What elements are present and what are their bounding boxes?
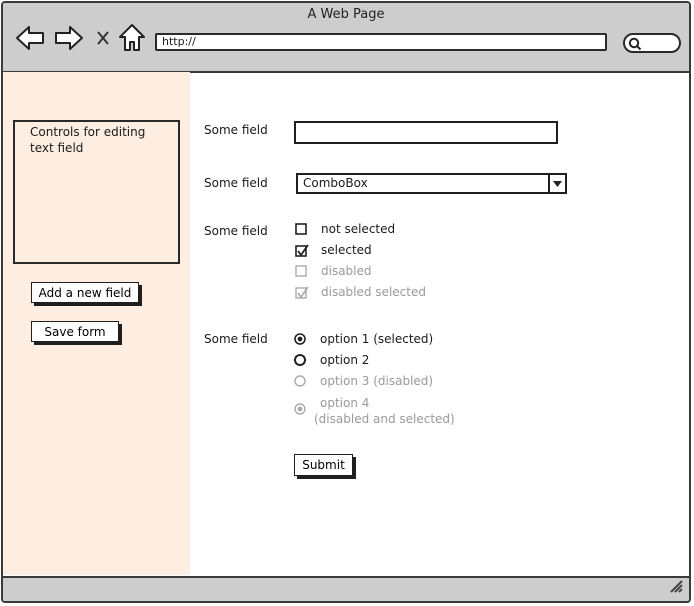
controls-panel-text: Controls for editing text field <box>30 125 146 155</box>
radio-sublabel: (disabled and selected) <box>314 412 455 426</box>
url-bar[interactable] <box>155 33 607 51</box>
radio-option-2[interactable] <box>294 353 369 367</box>
combo-field-label: Some field <box>204 176 268 190</box>
text-field-label: Some field <box>204 123 268 137</box>
checkbox-label: disabled selected <box>321 285 426 299</box>
checkbox-unchecked-icon <box>295 223 307 235</box>
checkbox-field-label: Some field <box>204 224 268 238</box>
home-icon[interactable] <box>118 23 146 57</box>
checkbox-selected[interactable] <box>295 243 372 257</box>
radio-label: option 1 (selected) <box>320 332 434 346</box>
browser-search-box[interactable] <box>623 33 681 53</box>
forward-arrow-icon[interactable] <box>54 25 84 55</box>
radio-selected-icon <box>294 403 306 415</box>
checkbox-label: disabled <box>321 264 372 278</box>
search-icon <box>628 37 642 51</box>
save-form-button[interactable]: Save form <box>31 321 119 342</box>
close-icon[interactable] <box>96 30 110 50</box>
resize-grip-icon[interactable] <box>667 577 685 599</box>
submit-button[interactable]: Submit <box>294 454 353 476</box>
combo-box[interactable] <box>296 173 567 194</box>
checkbox-unchecked-icon <box>295 265 307 277</box>
radio-unselected-icon <box>294 354 306 366</box>
checkbox-label: selected <box>321 243 372 257</box>
checkbox-disabled-selected <box>295 285 426 299</box>
checkbox-checked-icon <box>295 244 307 256</box>
radio-label: option 3 (disabled) <box>320 374 434 388</box>
status-bar <box>3 576 689 601</box>
combo-box-value: ComboBox <box>303 176 368 190</box>
checkbox-checked-icon <box>295 286 307 298</box>
radio-option-4 <box>294 395 455 427</box>
radio-label: option 4 <box>320 396 370 410</box>
radio-selected-icon <box>294 333 306 345</box>
sidebar <box>3 72 190 575</box>
browser-chrome <box>3 3 689 73</box>
chevron-down-icon[interactable] <box>548 175 565 192</box>
radio-option-3 <box>294 374 433 388</box>
radio-label: option 2 <box>320 353 370 367</box>
text-field-input[interactable] <box>294 121 558 144</box>
controls-panel <box>13 120 180 264</box>
browser-window <box>1 1 691 603</box>
url-text: http:// <box>162 35 196 48</box>
checkbox-label: not selected <box>321 222 396 236</box>
radio-unselected-icon <box>294 375 306 387</box>
checkbox-disabled <box>295 264 372 278</box>
back-arrow-icon[interactable] <box>15 25 45 55</box>
add-field-button[interactable]: Add a new field <box>31 282 139 303</box>
checkbox-not-selected[interactable] <box>295 222 395 236</box>
radio-option-1[interactable] <box>294 332 433 346</box>
window-title: A Web Page <box>307 7 385 22</box>
radio-field-label: Some field <box>204 332 268 346</box>
